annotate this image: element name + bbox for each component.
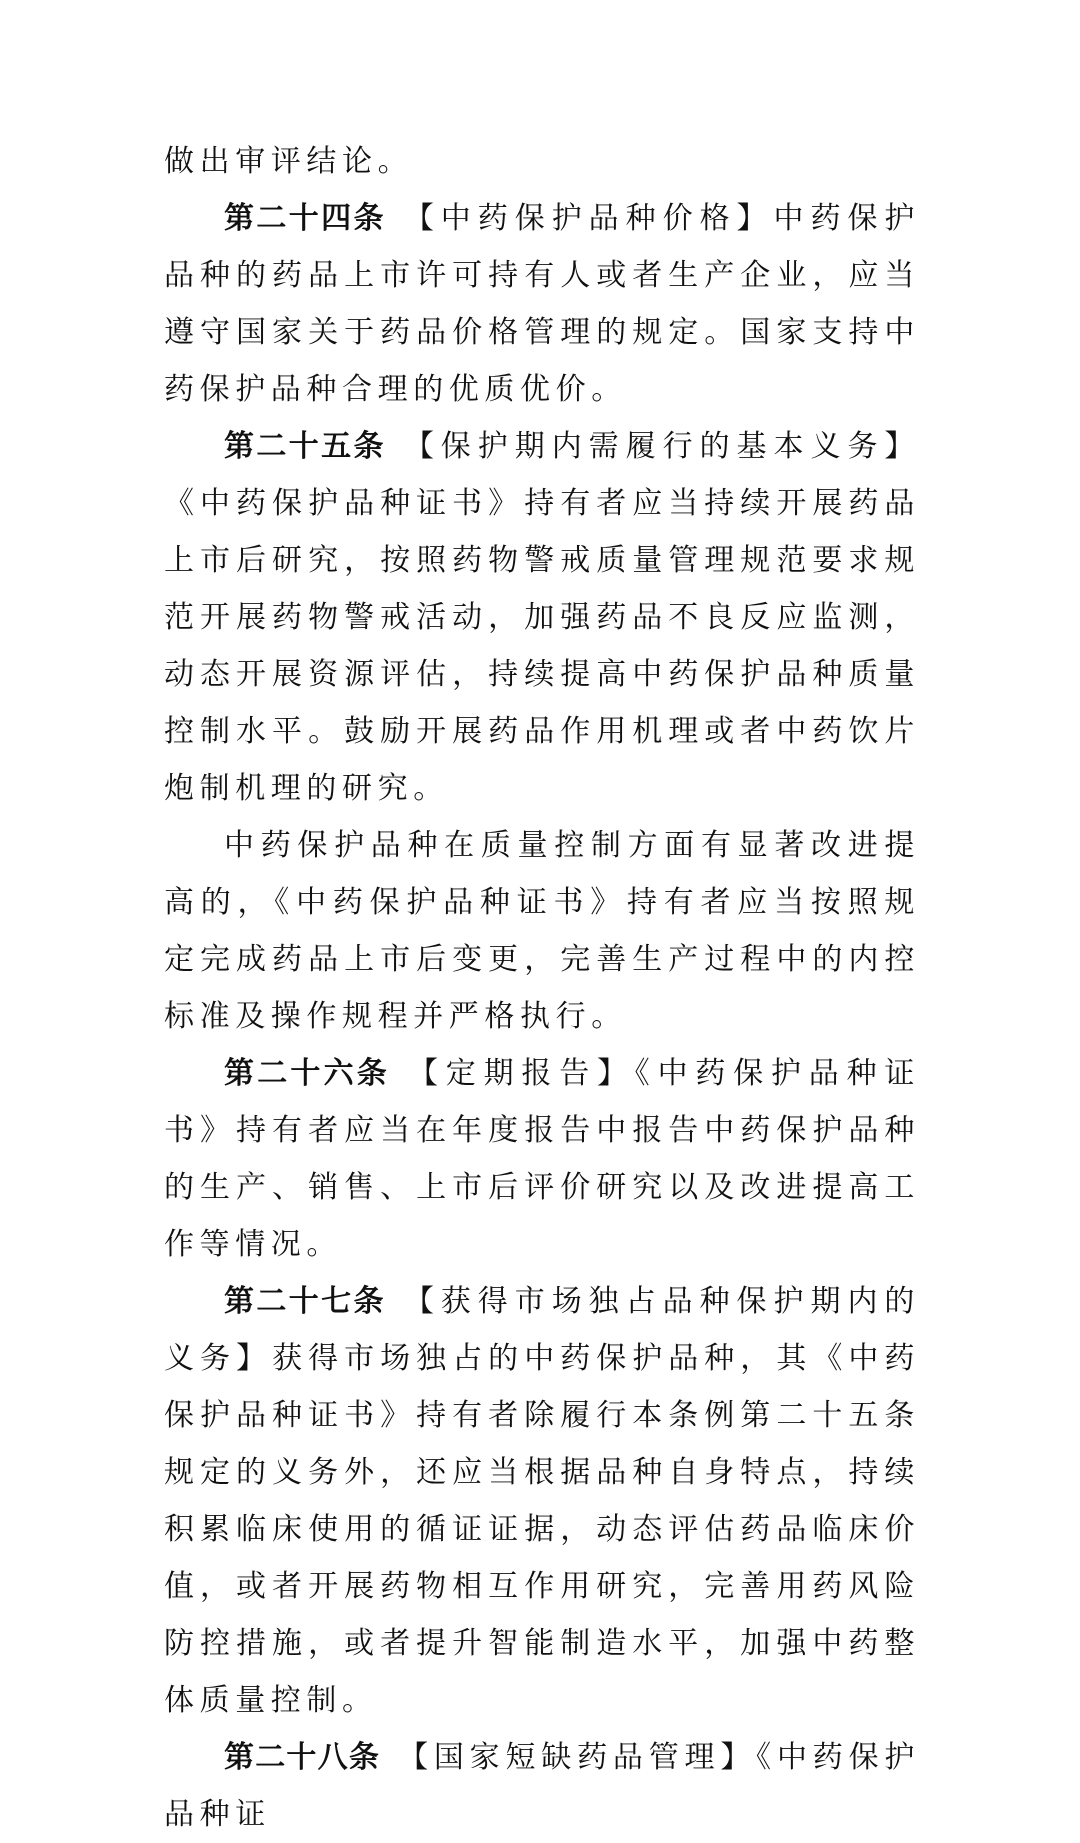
article-heading: 【国家短缺药品管理】 [398, 1740, 757, 1775]
article-28 [164, 1729, 920, 1843]
article-body: 《中药保护品种证 [164, 1740, 921, 1832]
article-heading: 【保护期内需履行的基本义务】 [403, 429, 921, 464]
article-number: 第二十六条 [224, 1056, 390, 1091]
article-number: 第二十八条 [224, 1740, 381, 1775]
article-25 [164, 418, 920, 817]
article-body: 《中药保护品种证书》持有者应当在年度报告中报告中药保护品种的生产、销售、上市后评价研究以及改进提高工作等情况。 [164, 1056, 920, 1262]
article-24 [164, 190, 920, 418]
article-extra-body: 中药保护品种在质量控制方面有显著改进提高的，《中药保护品种证书》持有者应当按照规定完成药品上市后变更，完善生产过程中的内控标准及操作规程并严格执行。 [164, 828, 920, 1034]
article-26 [164, 1045, 920, 1273]
lead-text: 做出审评结论。 [164, 144, 414, 179]
article-body: 获得市场独占的中药保护品种，其《中药保护品种证书》持有者除履行本条例第二十五条规定的义务外，还应当根据品种自身特点，持续积累临床使用的循证证据，动态评估药品临床价值，或者开展药物相互作用研究，完善用药风险防控措施，或者提升智能制造水平，加强中药整体质量控制。 [164, 1341, 920, 1718]
article-body: 中药保护品种的药品上市许可持有人或者生产企业，应当遵守国家关于药品价格管理的规定。国家支持中药保护品种合理的优质优价。 [164, 201, 921, 407]
article-27 [164, 1273, 920, 1729]
article-number: 第二十五条 [224, 429, 386, 464]
article-heading: 【定期报告】 [408, 1056, 635, 1091]
article-number: 第二十四条 [224, 201, 386, 236]
article-25-extra [164, 817, 920, 1045]
article-body: 《中药保护品种证书》持有者应当持续开展药品上市后研究，按照药物警戒质量管理规范要求规范开展药物警戒活动，加强药品不良反应监测，动态开展资源评估，持续提高中药保护品种质量控制水平。鼓励开展药品作用机理或者中药饮片炮制机理的研究。 [164, 486, 920, 806]
article-number: 第二十七条 [224, 1284, 386, 1319]
document-body [164, 133, 920, 1843]
article-heading: 【获得市场独占品种保护期内的义务】 [164, 1284, 921, 1376]
lead-paragraph [164, 133, 920, 190]
article-heading: 【中药保护品种价格】 [403, 201, 774, 236]
